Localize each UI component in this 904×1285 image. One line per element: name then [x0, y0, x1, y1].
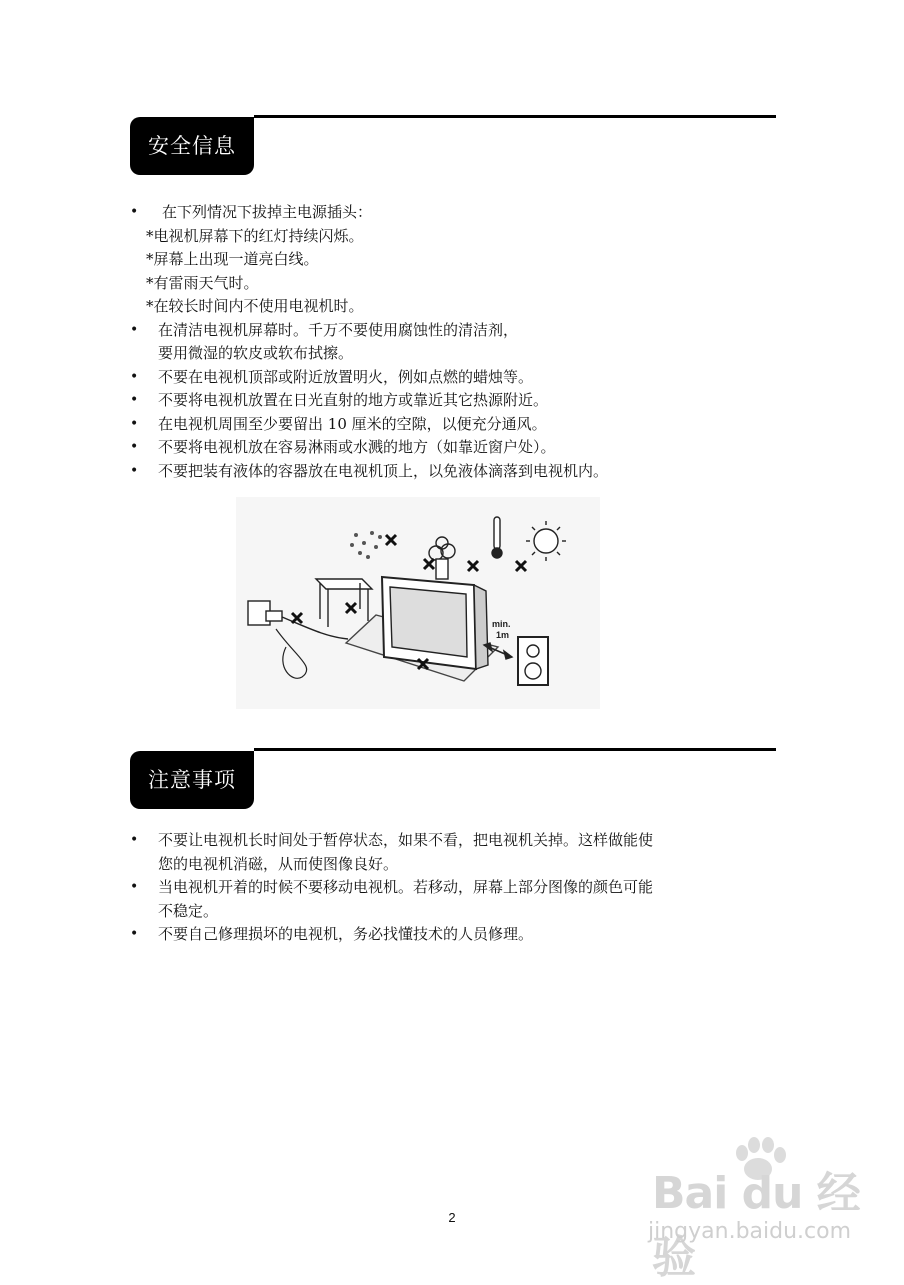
speaker	[518, 637, 548, 685]
section-title-notes: 注意事项	[130, 751, 254, 809]
list-item-text: 不要让电视机长时间处于暂停状态，如果不看，把电视机关掉。这样做能使	[158, 831, 654, 849]
list-item-text: 不要将电视机放置在日光直射的地方或靠近其它热源附近。	[158, 391, 549, 409]
section-title-safety: 安全信息	[130, 117, 254, 175]
list-item	[130, 319, 608, 366]
list-item	[130, 413, 608, 437]
bullet-icon: •	[130, 368, 139, 385]
list-item-text: 不要自己修理损坏的电视机，务必找懂技术的人员修理。	[158, 925, 534, 943]
bullet-icon: •	[130, 204, 139, 220]
bullet-icon: •	[130, 439, 139, 455]
bullet-icon: •	[130, 392, 139, 408]
page-number: 2	[448, 1210, 456, 1225]
section-rule-1	[254, 115, 776, 118]
list-item-continuation: 要用微湿的软皮或软布拭擦。	[158, 344, 354, 362]
list-subitem: *在较长时间内不使用电视机时。	[146, 297, 364, 315]
list-item	[130, 389, 608, 413]
baidu-watermark	[640, 1135, 880, 1283]
bullet-icon: •	[130, 321, 139, 338]
list-item	[130, 876, 780, 923]
notes-list	[130, 829, 780, 947]
bullet-icon: •	[130, 879, 139, 895]
list-item-text: 在电视机周围至少要留出 10 厘米的空隙，以便充分通风。	[158, 414, 547, 433]
thermometer-icon	[492, 517, 502, 558]
distance-label: 1m	[496, 630, 510, 640]
list-item-text: 不要在电视机顶部或附近放置明火，例如点燃的蜡烛等。	[158, 367, 534, 386]
bullet-icon: •	[130, 415, 139, 432]
list-item	[130, 829, 780, 876]
list-item	[130, 201, 608, 319]
tv-set	[382, 577, 488, 669]
list-item-continuation: 您的电视机消磁，从而使图像良好。	[158, 854, 399, 873]
list-item-text: 在清洁电视机屏幕时。千万不要使用腐蚀性的清洁剂，	[158, 320, 519, 339]
list-item-continuation: 不稳定。	[158, 901, 219, 920]
list-item-text: 不要把装有液体的容器放在电视机顶上，以免液体滴落到电视机内。	[158, 461, 609, 480]
watermark-brand: Bai du 经验	[652, 1168, 860, 1283]
safety-list	[130, 201, 608, 483]
section-rule-2	[254, 748, 776, 751]
list-item-text: 在下列情况下拔掉主电源插头：	[162, 203, 373, 221]
bullet-icon: •	[130, 832, 139, 848]
list-item-text: 不要将电视机放在容易淋雨或水溅的地方（如靠近窗户处）。	[158, 438, 556, 456]
list-subitem: *电视机屏幕下的红灯持续闪烁。	[146, 226, 364, 245]
list-item-text: 当电视机开着的时候不要移动电视机。若移动，屏幕上部分图像的颜色可能	[158, 878, 654, 896]
list-item	[130, 923, 780, 947]
bullet-icon: •	[130, 462, 139, 479]
list-item	[130, 436, 608, 460]
tv-safety-illustration	[236, 497, 600, 709]
list-subitem: *屏幕上出现一道亮白线。	[146, 250, 319, 268]
watermark-url: jingyan.baidu.com	[648, 1219, 852, 1244]
bullet-icon: •	[130, 926, 139, 942]
min-label: min.	[492, 619, 511, 629]
list-item	[130, 460, 608, 484]
list-item	[130, 366, 608, 390]
list-subitem: *有雷雨天气时。	[146, 273, 259, 292]
